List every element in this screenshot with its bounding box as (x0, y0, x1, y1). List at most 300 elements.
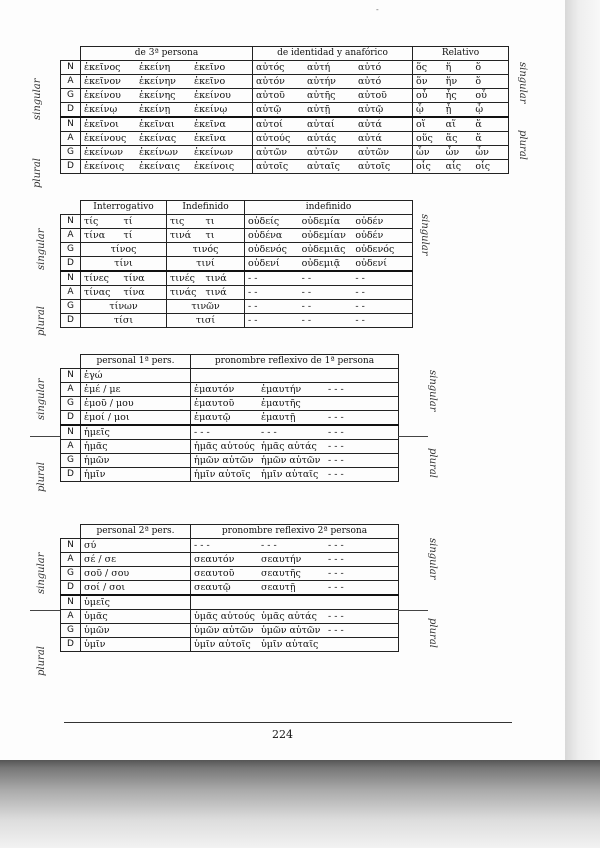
form-word: ὑμᾶς αὐτούς (194, 610, 255, 622)
case-label: N (61, 117, 81, 132)
form-cell (81, 160, 253, 174)
form-word: ἐκείναις (139, 160, 180, 172)
margin-note-singular-3r: singular (427, 370, 438, 412)
form-word: αὐτά (358, 118, 382, 130)
form-word: τινές (170, 272, 195, 284)
case-label: A (61, 286, 81, 300)
margin-note-singular-1: singular (32, 78, 43, 120)
form-word: - - - (328, 567, 344, 579)
form-word: τίνα (123, 272, 145, 284)
column-header: Relativo (413, 47, 509, 61)
form-cell (253, 89, 413, 103)
page-edge (565, 0, 600, 848)
case-label: A (61, 610, 81, 624)
form-word: αὐτάς (307, 132, 337, 144)
form-word: - - (301, 314, 312, 326)
form-word: ἐκείνην (139, 75, 176, 87)
personal-form-cell: σέ / σε (81, 553, 191, 567)
personal-form-cell: σύ (81, 539, 191, 553)
form-cell (167, 229, 245, 243)
form-word: ἐκείνῳ (84, 103, 118, 115)
personal-form-cell: ὑμᾶς (81, 610, 191, 624)
form-word: τίσι (113, 314, 134, 326)
form-word: αὐτῶν (358, 146, 389, 158)
form-cell (81, 75, 253, 89)
form-word: σεαυτῷ (194, 581, 231, 593)
column-header: pronombre reflexivo 2ª persona (191, 525, 399, 539)
form-word: αὐτή (307, 61, 331, 73)
case-label: D (61, 160, 81, 174)
form-cell (81, 215, 167, 229)
form-word: τινά (205, 286, 227, 298)
form-word: ἅ (475, 132, 482, 144)
form-word: - - - (328, 624, 344, 636)
form-word: οὐδεμιᾶς (301, 243, 346, 255)
margin-note-plural-4r: plural (427, 618, 438, 648)
column-header: pronombre reflexivo de 1ª persona (191, 355, 399, 369)
table-row (61, 61, 509, 75)
form-word: - - - (328, 383, 344, 395)
margin-rule (398, 610, 428, 611)
table-row (61, 300, 413, 314)
margin-rule (30, 610, 60, 611)
form-cell (413, 146, 509, 160)
case-label: N (61, 271, 81, 286)
table-row (61, 440, 399, 454)
form-cell (245, 229, 413, 243)
form-word: τι (205, 229, 215, 241)
form-cell (167, 271, 245, 286)
form-word: ἐκείνων (194, 146, 233, 158)
form-word: ἐμαυτόν (194, 383, 235, 395)
form-cell (413, 61, 509, 75)
case-label: N (61, 61, 81, 75)
reflexive-form-cell (191, 397, 399, 411)
table-row (61, 425, 399, 440)
form-cell (81, 103, 253, 118)
reflexive-form-cell (191, 383, 399, 397)
form-word: τίς (84, 215, 99, 227)
form-word: ὧν (475, 146, 489, 158)
reflexive-form-cell (191, 610, 399, 624)
form-word: τίνων (109, 300, 138, 312)
form-word: οὕς (416, 132, 433, 144)
form-cell (253, 132, 413, 146)
case-label: A (61, 229, 81, 243)
form-word: - - (355, 314, 365, 326)
form-word: - - (355, 286, 365, 298)
table-row (61, 624, 399, 638)
table-row (61, 160, 509, 174)
form-cell (413, 103, 509, 118)
form-word: αὐτός (256, 61, 285, 73)
form-word: οἷς (416, 160, 431, 172)
form-word: ὅ (475, 61, 482, 73)
form-cell (167, 257, 245, 272)
form-word: οἵ (416, 118, 426, 130)
table-row (61, 553, 399, 567)
form-word: ἐκείνας (139, 132, 177, 144)
form-word: - - - (194, 426, 210, 438)
personal-form-cell: ἡμεῖς (81, 425, 191, 440)
form-word: ἐκεῖνον (84, 75, 121, 87)
form-word: - - - (328, 581, 344, 593)
table-header-row (61, 47, 509, 61)
table-row (61, 411, 399, 426)
table-row (61, 468, 399, 482)
form-word: - - (248, 300, 258, 312)
form-word: ὑμῶν αὐτῶν (261, 624, 321, 636)
form-cell (81, 271, 167, 286)
form-word: αὐτά (358, 132, 382, 144)
form-word: ἐκεῖνο (194, 61, 226, 73)
form-word: αὐτοῦ (256, 89, 285, 101)
form-word: ὅν (416, 75, 428, 87)
form-word: οὐδείς (248, 215, 280, 227)
table-row (61, 595, 399, 610)
form-word: ἅς (445, 132, 458, 144)
form-word: αὐτοῖς (358, 160, 391, 172)
form-word: αὐτῶν (256, 146, 287, 158)
form-word: ὑμῶν αὐτῶν (194, 624, 254, 636)
reflexive-form-cell (191, 595, 399, 610)
form-word: ἐκεῖνοι (84, 118, 119, 130)
table-row (61, 369, 399, 383)
form-cell (167, 286, 245, 300)
form-word: τισί (195, 314, 216, 326)
margin-note-singular-1r: singular (517, 62, 528, 104)
form-cell (253, 75, 413, 89)
form-word: ἡμᾶς αὐτούς (194, 440, 255, 452)
form-word: ὑμῖν αὐταῖς (261, 638, 319, 650)
form-word: οὐδενί (355, 257, 387, 269)
form-word: ἐκείνῳ (194, 103, 228, 115)
reflexive-form-cell (191, 624, 399, 638)
reflexive-form-cell (191, 567, 399, 581)
table-row (61, 314, 413, 328)
column-header: indefinido (245, 201, 413, 215)
form-word: οὐδένα (248, 229, 283, 241)
reflexive-form-cell (191, 425, 399, 440)
form-word: - - - (328, 411, 344, 423)
margin-rule (398, 436, 428, 437)
form-word: οὐδεμιᾷ (301, 257, 341, 269)
form-cell (253, 160, 413, 174)
margin-rule (30, 436, 60, 437)
form-word: ἐκείνου (194, 89, 231, 101)
form-word: αὐτοί (256, 118, 283, 130)
form-word: αὐταί (307, 118, 335, 130)
header-corner (61, 525, 81, 539)
form-word: αὐτοῦ (358, 89, 387, 101)
form-cell (81, 146, 253, 160)
form-word: σεαυτῆς (261, 567, 301, 579)
table-row (61, 89, 509, 103)
form-word: οὐδεμίαν (301, 229, 346, 241)
form-word: - - - (261, 539, 277, 551)
form-cell (81, 257, 167, 272)
form-word: ἐκείνων (84, 146, 123, 158)
header-corner (61, 355, 81, 369)
form-word: ἐκεῖνα (194, 132, 226, 144)
case-label: D (61, 103, 81, 118)
form-word: οὗ (475, 89, 487, 101)
form-cell (81, 243, 167, 257)
form-word: ἐκείνη (139, 61, 171, 73)
form-word: ἡμῖν αὐταῖς (261, 468, 319, 480)
margin-note-plural-2: plural (36, 306, 47, 336)
form-word: αὐτῶν (307, 146, 338, 158)
case-label: N (61, 595, 81, 610)
table-row (61, 103, 509, 118)
form-word: τίνος (110, 243, 137, 255)
case-label: D (61, 411, 81, 426)
reflexive-form-cell (191, 468, 399, 482)
form-cell (167, 300, 245, 314)
form-word: - - (301, 286, 312, 298)
column-header: Interrogativo (81, 201, 167, 215)
reflexive-form-cell (191, 553, 399, 567)
pronoun-table-demonstrative (60, 46, 509, 174)
table-row (61, 581, 399, 596)
form-word: οὐδενί (248, 257, 280, 269)
form-word: ἐκεῖνο (194, 75, 226, 87)
margin-note-plural-1: plural (32, 158, 43, 188)
form-word: τινά (170, 229, 192, 241)
form-word: οὐδεμία (301, 215, 341, 227)
form-word: τίνες (84, 272, 109, 284)
case-label: A (61, 75, 81, 89)
form-word: σεαυτοῦ (194, 567, 235, 579)
form-cell (413, 117, 509, 132)
form-cell (167, 314, 245, 328)
form-word: τινός (192, 243, 219, 255)
table-row (61, 539, 399, 553)
table-row (61, 638, 399, 652)
form-word (328, 640, 395, 650)
form-word: ἐμαυτῆς (261, 397, 301, 409)
table-row (61, 567, 399, 581)
form-word: ἡμῖν αὐτοῖς (194, 468, 251, 480)
form-word: αὐτόν (256, 75, 285, 87)
form-word: ὑμῖν αὐτοῖς (194, 638, 251, 650)
form-word: ἡμᾶς αὐτάς (261, 440, 317, 452)
form-word: τινί (196, 257, 215, 269)
form-word: ἥν (445, 75, 458, 87)
form-word: σεαυτήν (261, 553, 302, 565)
form-word: ἥ (445, 61, 452, 73)
form-cell (81, 300, 167, 314)
form-cell (167, 215, 245, 229)
case-label: G (61, 243, 81, 257)
form-cell (413, 89, 509, 103)
form-word: ἐκεῖναι (139, 118, 175, 130)
form-cell (245, 215, 413, 229)
form-word: ὧν (445, 146, 460, 158)
table-row (61, 146, 509, 160)
table-row (61, 75, 509, 89)
form-word: αὐτό (358, 61, 382, 73)
footer-rule (64, 722, 512, 723)
form-word: τί (123, 229, 133, 241)
form-word: ἐμαυτῷ (194, 411, 231, 423)
form-word: - - - (328, 610, 344, 622)
personal-form-cell: ἡμῖν (81, 468, 191, 482)
form-word: αὐτῇ (307, 103, 331, 115)
case-label: D (61, 468, 81, 482)
form-cell (245, 286, 413, 300)
form-cell (81, 286, 167, 300)
form-word: - - - (328, 468, 344, 480)
form-cell (81, 314, 167, 328)
table-header-row (61, 201, 413, 215)
form-word: σεαυτῇ (261, 581, 296, 593)
form-word: αὐτοῖς (256, 160, 289, 172)
case-label: G (61, 397, 81, 411)
form-word: - - - (328, 440, 344, 452)
form-word: αὐτῷ (256, 103, 282, 115)
form-cell (81, 89, 253, 103)
reflexive-form-cell (191, 411, 399, 426)
personal-form-cell: ἐμοῦ / μου (81, 397, 191, 411)
form-word: αἵ (445, 118, 456, 130)
form-cell (245, 243, 413, 257)
form-word: ὅς (416, 61, 428, 73)
form-word: αὐτό (358, 75, 382, 87)
form-cell (413, 160, 509, 174)
form-word: ἐκείνῃ (139, 103, 171, 115)
form-word: τίνα (123, 286, 145, 298)
form-word: ὅ (475, 75, 482, 87)
table-row (61, 229, 413, 243)
form-word: - - (248, 272, 258, 284)
form-word: τινά (205, 272, 227, 284)
form-word: ἐκείνης (139, 89, 176, 101)
column-header: de identidad y anafórico (253, 47, 413, 61)
case-label: D (61, 638, 81, 652)
form-word: σεαυτόν (194, 553, 235, 565)
form-word: - - - (261, 426, 277, 438)
form-word: ᾧ (475, 103, 484, 115)
reflexive-form-cell (191, 369, 399, 383)
case-label: G (61, 146, 81, 160)
margin-note-singular-4: singular (36, 552, 47, 594)
pronoun-table-interrogative (60, 200, 413, 328)
column-header: Indefinido (167, 201, 245, 215)
form-cell (253, 117, 413, 132)
form-word: αὐτῆς (307, 89, 336, 101)
personal-form-cell: ἐμέ / με (81, 383, 191, 397)
scan-mark: - (376, 5, 379, 14)
form-word: τί (123, 215, 133, 227)
margin-note-plural-4: plural (36, 646, 47, 676)
form-word: ἐκείνου (84, 89, 121, 101)
form-word: οὐδέν (355, 229, 384, 241)
form-word: ὑμᾶς αὐτάς (261, 610, 317, 622)
form-word: ἡμῶν αὐτῶν (261, 454, 321, 466)
form-word: τινάς (170, 286, 197, 298)
form-word: τίνα (84, 229, 106, 241)
form-word: - - (355, 272, 365, 284)
personal-form-cell: σοί / σοι (81, 581, 191, 596)
personal-form-cell: ὑμῶν (81, 624, 191, 638)
table-header-row (61, 525, 399, 539)
case-label: G (61, 567, 81, 581)
form-cell (253, 61, 413, 75)
form-cell (245, 314, 413, 328)
form-word: - - (301, 300, 312, 312)
form-cell (81, 117, 253, 132)
form-word: αὐτῷ (358, 103, 384, 115)
form-word: ἐμαυτήν (261, 383, 302, 395)
personal-form-cell: ἡμᾶς (81, 440, 191, 454)
personal-form-cell: ἐγώ (81, 369, 191, 383)
form-word: ἐκείνοις (194, 160, 235, 172)
case-label: A (61, 383, 81, 397)
form-word (328, 399, 395, 409)
case-label: D (61, 257, 81, 272)
scan-shadow (0, 760, 600, 848)
case-label: D (61, 314, 81, 328)
personal-form-cell: ἡμῶν (81, 454, 191, 468)
case-label: A (61, 132, 81, 146)
form-word: - - - (328, 539, 344, 551)
form-word: - - (301, 272, 312, 284)
form-word: αὐταῖς (307, 160, 340, 172)
table-row (61, 286, 413, 300)
form-cell (81, 61, 253, 75)
form-cell (81, 229, 167, 243)
case-label: G (61, 624, 81, 638)
form-word: ἐμαυτῇ (261, 411, 296, 423)
case-label: G (61, 89, 81, 103)
form-word: οὐδενός (248, 243, 287, 255)
header-corner (61, 47, 81, 61)
table-row (61, 257, 413, 272)
form-cell (245, 300, 413, 314)
form-word: - - - (194, 539, 210, 551)
reflexive-form-cell (191, 440, 399, 454)
form-word: ἐκεῖνα (194, 118, 226, 130)
table-row (61, 215, 413, 229)
table-row (61, 610, 399, 624)
form-word: - - (355, 300, 365, 312)
table-row (61, 132, 509, 146)
case-label: N (61, 215, 81, 229)
column-header: personal 1ª pers. (81, 355, 191, 369)
form-cell (413, 75, 509, 89)
form-word: ὧν (416, 146, 430, 158)
form-cell (245, 271, 413, 286)
margin-note-plural-1r: plural (517, 130, 528, 160)
case-label: N (61, 539, 81, 553)
form-word: ἐκείνους (84, 132, 127, 144)
form-word: ἐκείνων (139, 146, 178, 158)
column-header: personal 2ª pers. (81, 525, 191, 539)
reflexive-form-cell (191, 581, 399, 596)
form-word: - - - (328, 454, 344, 466)
header-corner (61, 201, 81, 215)
form-cell (413, 132, 509, 146)
form-word: τίνας (84, 286, 111, 298)
margin-note-plural-3r: plural (427, 448, 438, 478)
form-word: τίνι (114, 257, 133, 269)
form-word: - - - (328, 426, 344, 438)
form-cell (253, 103, 413, 118)
form-cell (245, 257, 413, 272)
form-cell (81, 132, 253, 146)
margin-note-singular-4r: singular (427, 538, 438, 580)
